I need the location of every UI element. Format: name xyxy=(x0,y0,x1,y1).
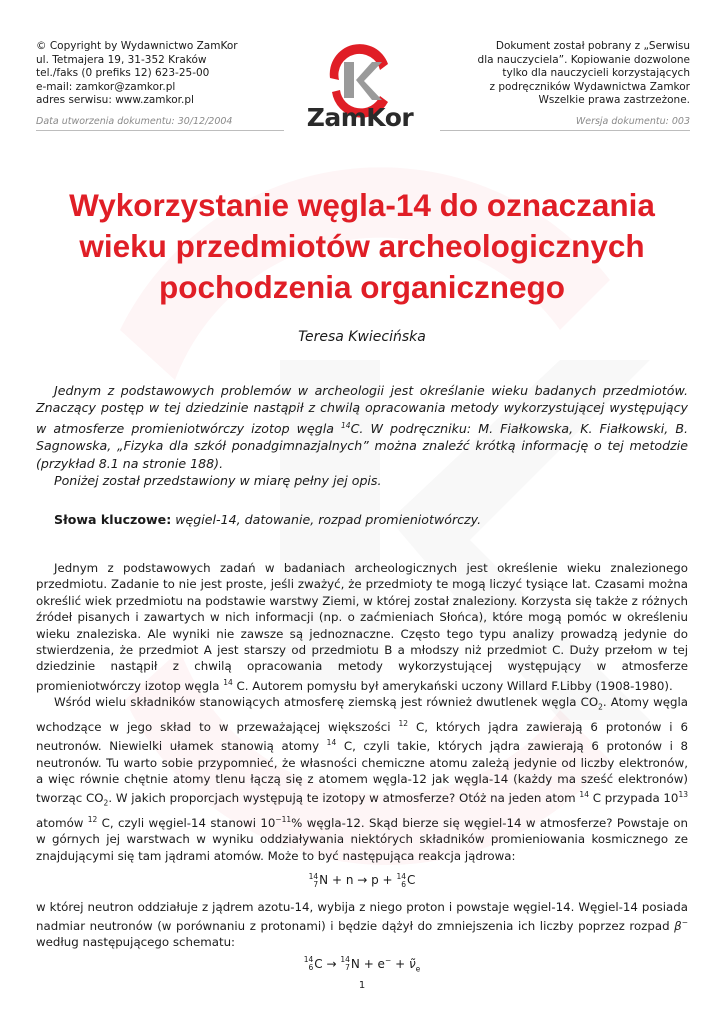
title-line: Wykorzystanie węgla-14 do oznaczania xyxy=(69,187,655,223)
keywords-value: węgiel-14, datowanie, rozpad promieniotwórczy. xyxy=(175,512,482,527)
superscript: 14 xyxy=(579,790,589,800)
superscript: − xyxy=(384,955,392,965)
element-symbol: N xyxy=(319,873,329,888)
text-run: według następującego schematu: xyxy=(36,935,236,950)
atomic-number: 7 xyxy=(345,963,350,973)
text-run: C, czyli węgiel-14 stanowi 10 xyxy=(97,816,276,831)
superscript: 12 xyxy=(87,815,98,825)
equation-text: + xyxy=(391,956,409,971)
body-paragraph xyxy=(36,694,688,864)
equation-text: + n → p + xyxy=(328,873,397,888)
header-left-line: © Copyright by Wydawnictwo ZamKor xyxy=(36,40,238,52)
abstract-paragraph xyxy=(36,382,688,472)
header-left-line: ul. Tetmajera 19, 31-352 Kraków xyxy=(36,53,207,66)
text-run: C przypada 10 xyxy=(588,791,679,806)
text-run: Jednym z podstawowych zadań w badaniach archeologicznych jest określenie wieku znalezionego przedmiotu. Zadanie to nie jest proste, jeśli zważyć, że przedmioty te mogą liczyć tysiące lat. Czasami można określić wiek przedmiotu na podstawie warstwy Ziemi, w której został znaleziony. Korzysta się także z różnych źródeł pisanych i zawartych w nich informacji (np. o zaćmieniach Słońca), które mogą pomóc w określeniu wieku znaleziska. Ale wyniki nie zawsze są jednoznaczne. Często tego typu analizy prowadzą jedynie do stwierdzenia, że przedmiot A jest starszy od przedmiotu B a młodszy niż przedmiot C. Duży przełom w tej dziedzinie nastąpił z chwilą opracowania metody wykorzystującej występujący w atmosferze promieniotwórczy izotop węgla xyxy=(36,561,688,693)
superscript: 14 xyxy=(223,677,233,687)
superscript: − xyxy=(681,918,688,928)
atomic-number: 7 xyxy=(313,879,319,889)
nuclear-reaction-equation xyxy=(36,872,688,889)
keywords-label: Słowa kluczowe: xyxy=(54,512,172,527)
mass-number: 14 xyxy=(340,955,350,965)
text-run: atomów xyxy=(36,816,88,831)
text-run: C. Autorem pomysłu był amerykański uczony Willard F.Libby (1908-1980). xyxy=(232,678,673,693)
header-divider-right xyxy=(440,130,690,131)
header-publisher-info xyxy=(36,40,286,108)
abstract-paragraph: Poniżej został przedstawiony w miarę pełny jej opis. xyxy=(54,473,382,489)
superscript: 13 xyxy=(678,790,688,800)
header-right-line: Wszelkie prawa zastrzeżone. xyxy=(538,94,690,107)
header-right-line: dla nauczyciela”. Kopiowanie dozwolone xyxy=(477,53,690,66)
subscript: 2 xyxy=(598,702,603,712)
header-divider-left xyxy=(36,130,284,131)
element-symbol: N xyxy=(350,956,360,971)
atomic-number: 6 xyxy=(401,879,406,889)
text-run: . W jakich proporcjach występują te izotopy w atmosferze? Otóż na jeden atom xyxy=(108,791,580,806)
header-right-line: Dokument został pobrany z „Serwisu xyxy=(495,40,690,52)
author-name: Teresa Kwiecińska xyxy=(298,329,426,345)
equation-text: + e xyxy=(359,956,385,971)
element-symbol: C xyxy=(314,956,323,971)
page-number: 1 xyxy=(358,980,366,991)
superscript: 14 xyxy=(326,738,337,748)
equation-text: → xyxy=(322,956,341,971)
text-run: . Atomy węgla wchodzące w jego skład to w przeważającej większości xyxy=(36,695,688,734)
keywords xyxy=(54,512,481,527)
text-run: Jednym z podstawowych problemów w archeologii jest określanie wieku badanych przedmiotów. Znaczący postęp w tej dziedzinie nastąpił z chwilą opracowania metody wykorzystującej występujący w atmosferze promieniotwórczy izotop węgla xyxy=(36,383,688,436)
header-copyright-notice xyxy=(430,40,690,108)
body-paragraph xyxy=(36,899,688,951)
header-left-line: e-mail: zamkor@zamkor.pl xyxy=(36,80,176,93)
element-symbol: C xyxy=(406,873,416,888)
logo-wordmark: ZamKor xyxy=(306,103,414,132)
superscript: 14 xyxy=(341,420,351,430)
header-left-line: tel./faks (0 prefiks 12) 623-25-00 xyxy=(36,67,210,80)
creation-date: Data utworzenia dokumentu: 30/12/2004 xyxy=(36,116,233,127)
abstract xyxy=(36,382,688,490)
mass-number: 14 xyxy=(396,871,406,881)
text-run: C. W podręczniku: M. Fiałkowska, K. Fiałkowski, B. Sagnowska, „Fizyka dla szkół ponadgimnazjalnych” można znaleźć krótką informację o tej metodzie (przykład 8.1 na stronie 188). xyxy=(36,421,688,471)
title-line: wieku przedmiotów archeologicznych xyxy=(79,228,645,264)
superscript: 12 xyxy=(398,718,409,728)
isotope-numbers xyxy=(340,956,350,972)
atomic-number: 6 xyxy=(308,963,314,973)
mass-number: 14 xyxy=(308,871,319,881)
subscript: e xyxy=(415,964,421,974)
article-title xyxy=(30,185,694,308)
header-right-line: tylko dla nauczycieli korzystających xyxy=(502,67,690,80)
text-run: w której neutron oddziałuje z jądrem azotu-14, wybija z niego proton i powstaje węgiel-14. Węgiel-14 posiada nadmiar neutronów (w porównaniu z protonami) i będzie dążył do zmniejszenia ich liczby poprzez rozpad xyxy=(36,899,688,934)
header-right-line: z podręczników Wydawnictwa Zamkor xyxy=(489,80,690,93)
text-run: C, czyli takie, których jądra zawierają 6 protonów i 8 neutronów. Tu warto sobie przypomnieć, że własności chemiczne atomu zależą jedynie od liczby elektronów, a więc równie chętnie atomy tlenu łączą się z atomem węgla-12 jak węgla-14 (każdy ma sześć elektronów) tworząc CO xyxy=(36,739,688,806)
isotope-numbers xyxy=(304,956,314,972)
article-body xyxy=(36,560,688,988)
superscript: −11 xyxy=(275,815,292,825)
subscript: 2 xyxy=(103,798,109,808)
text-run: Wśród wielu składników stanowiących atmosferę ziemską jest również dwutlenek węgla CO xyxy=(54,695,599,710)
isotope-numbers xyxy=(396,873,406,889)
neutrino-symbol: ν̃ xyxy=(408,956,416,971)
header-left-line: adres serwisu: www.zamkor.pl xyxy=(36,94,194,107)
document-version: Wersja dokumentu: 003 xyxy=(575,116,690,127)
isotope-numbers xyxy=(309,873,319,889)
mass-number: 14 xyxy=(303,955,314,965)
beta-symbol: β xyxy=(674,919,682,934)
text-run: % węgla-12. Skąd bierze się węgiel-14 w atmosferze? Powstaje on w górnych jej warstwach w wyniku oddziaływania niektórych składników promieniowania kosmicznego ze znajdującymi się tam jądrami atomów. Może to być następująca reakcja jądrowa: xyxy=(36,816,689,863)
beta-decay-equation xyxy=(36,953,688,978)
body-paragraph xyxy=(36,560,688,694)
text-run: C, których jądra zawierają 6 protonów i 6 neutronów. Niewielki ułamek stanowią atomy xyxy=(36,719,688,754)
title-line: pochodzenia organicznego xyxy=(158,269,566,305)
